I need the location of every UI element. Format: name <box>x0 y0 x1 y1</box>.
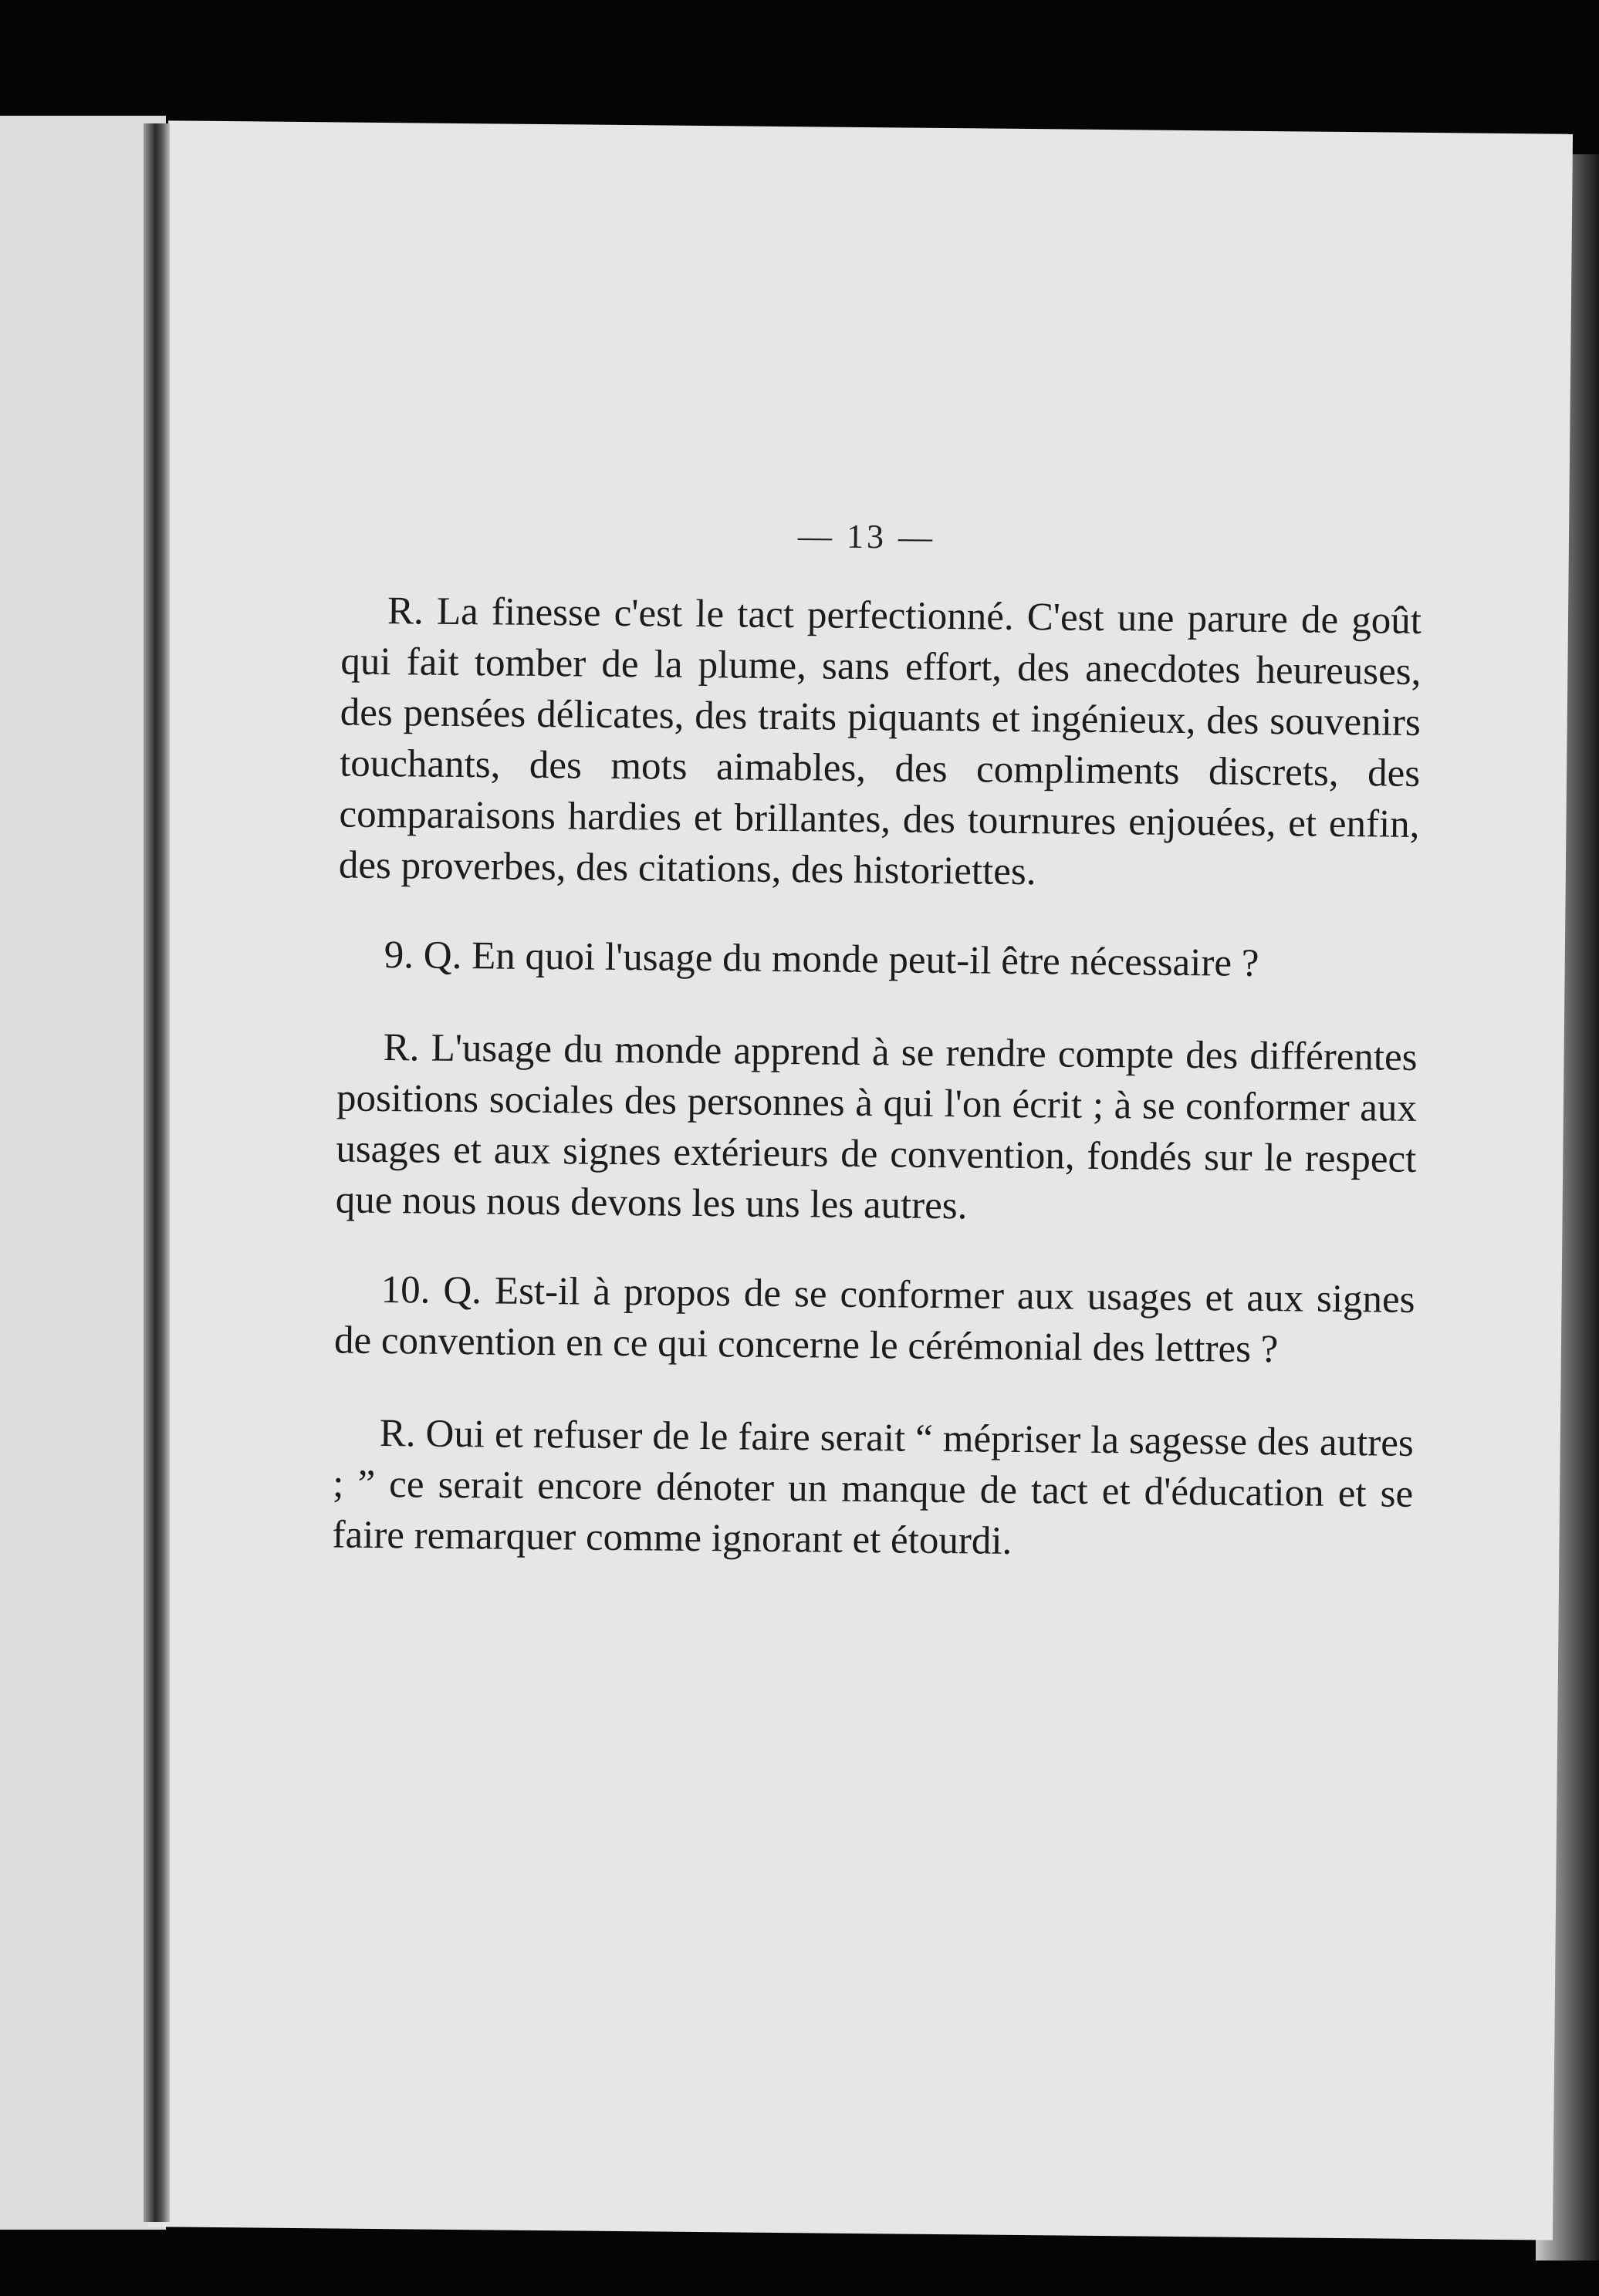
book-page <box>148 120 1573 2240</box>
question-paragraph: 10. Q. Est-il à propos de se conformer aux usages et aux signes de convention en ce qui concerne le cérémonial des lettres ? <box>333 1268 1415 1372</box>
answer-paragraph: R. L'usage du monde apprend à se rendre compte des différentes positions sociales des personnes à qui l'on écrit ; à se conformer aux usages et aux signes extérieurs de convention, fondés sur le respect que nous nous devons les uns les autres. <box>335 1026 1418 1228</box>
question-paragraph: 9. Q. En quoi l'usage du monde peut-il être nécessaire ? <box>384 934 1259 985</box>
page-text <box>332 586 1422 1609</box>
page-number: — 13 — <box>797 517 936 556</box>
answer-paragraph: R. Oui et refuser de le faire serait “ mépriser la sagesse des autres ; ” ce serait encore dénoter un manque de tact et d'éducation et se faire remarquer comme ignorant et étourdi. <box>332 1412 1415 1563</box>
left-page-edge <box>0 116 166 2230</box>
answer-paragraph: R. La finesse c'est le tact perfectionné. C'est une parure de goût qui fait tomber de la plume, sans effort, des anecdotes heureuses, des pensées délicates, des traits piquants et ingénieux, des souvenirs touchants, des mots aimables, des compliments discrets, des comparaisons hardies et brillantes, des tournures enjouées, et enfin, des proverbes, des citations, des historiettes. <box>338 589 1422 894</box>
book-spine <box>144 123 170 2222</box>
